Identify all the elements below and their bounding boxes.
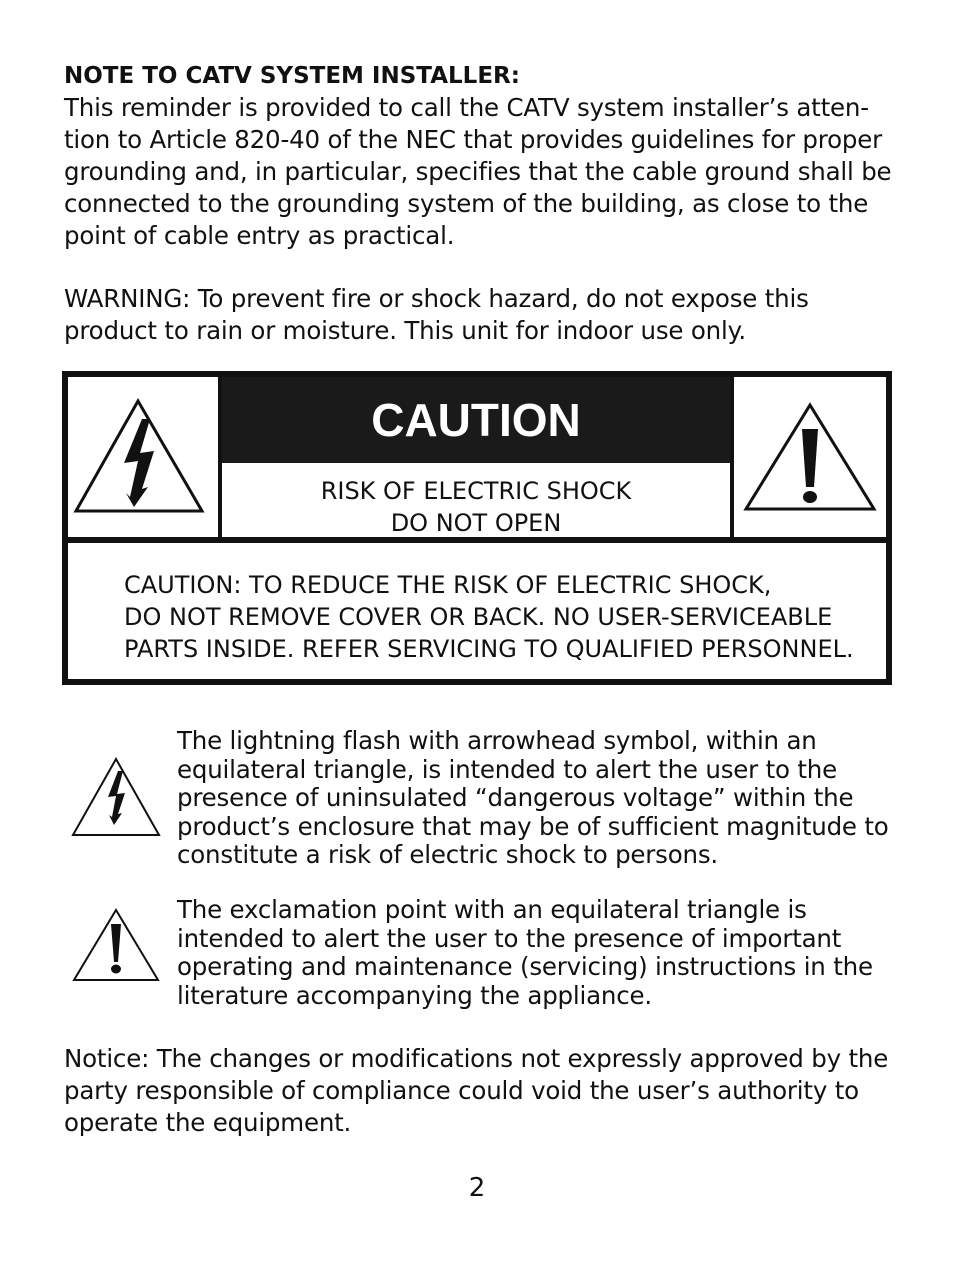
- lightning-triangle-icon: [70, 755, 162, 839]
- catv-note-title: NOTE TO CATV SYSTEM INSTALLER:: [64, 63, 520, 89]
- exclamation-triangle-icon: [734, 377, 886, 537]
- risk-notice: [222, 475, 730, 539]
- caution-middle-cell: [222, 377, 730, 537]
- caution-text-cell: [68, 543, 886, 679]
- lightning-symbol-text: The lightning flash with arrowhead symbol, within an equilateral triangle, is intended to alert the user to the presence of uninsulated “dangerous voltage” within the product’s enclosure that may be of sufficient magnitude to constitute a risk of electric shock to persons.: [177, 726, 889, 869]
- exclamation-triangle-icon: [70, 906, 162, 984]
- caution-text-line-2: DO NOT REMOVE COVER OR BACK. NO USER-SERVICEABLE: [124, 603, 833, 631]
- caution-heading: CAUTION: [222, 377, 730, 463]
- exclamation-symbol-text: The exclamation point with an equilateral triangle is intended to alert the user to the presence of important operating and maintenance (servicing) instructions in the literature accompanying the appliance.: [177, 895, 873, 1010]
- caution-label: [62, 371, 892, 685]
- caution-text-line-3: PARTS INSIDE. REFER SERVICING TO QUALIFIED PERSONNEL.: [124, 635, 854, 663]
- lightning-triangle-icon: [68, 377, 218, 537]
- caution-instructions: [124, 569, 854, 665]
- caution-right-cell: [734, 377, 886, 537]
- warning-text: WARNING: To prevent fire or shock hazard, do not expose this product to rain or moisture. This unit for indoor use only.: [64, 284, 809, 345]
- page-number: 2: [468, 1173, 486, 1203]
- caution-left-cell: [68, 377, 218, 537]
- risk-line-1: RISK OF ELECTRIC SHOCK: [320, 477, 632, 505]
- notice-text: Notice: The changes or modifications not expressly approved by the party responsible of compliance could void the user’s authority to operate the equipment.: [64, 1044, 889, 1137]
- catv-note-body: This reminder is provided to call the CATV system installer’s atten-tion to Article 820-40 of the NEC that provides guidelines for proper grounding and, in particular, specifies that the cable ground shall be connected to the grounding system of the building, as close to the point of cable entry as practical.: [64, 93, 892, 250]
- risk-line-2: DO NOT OPEN: [390, 509, 562, 537]
- caution-text-line-1: CAUTION: TO REDUCE THE RISK OF ELECTRIC SHOCK,: [124, 571, 772, 599]
